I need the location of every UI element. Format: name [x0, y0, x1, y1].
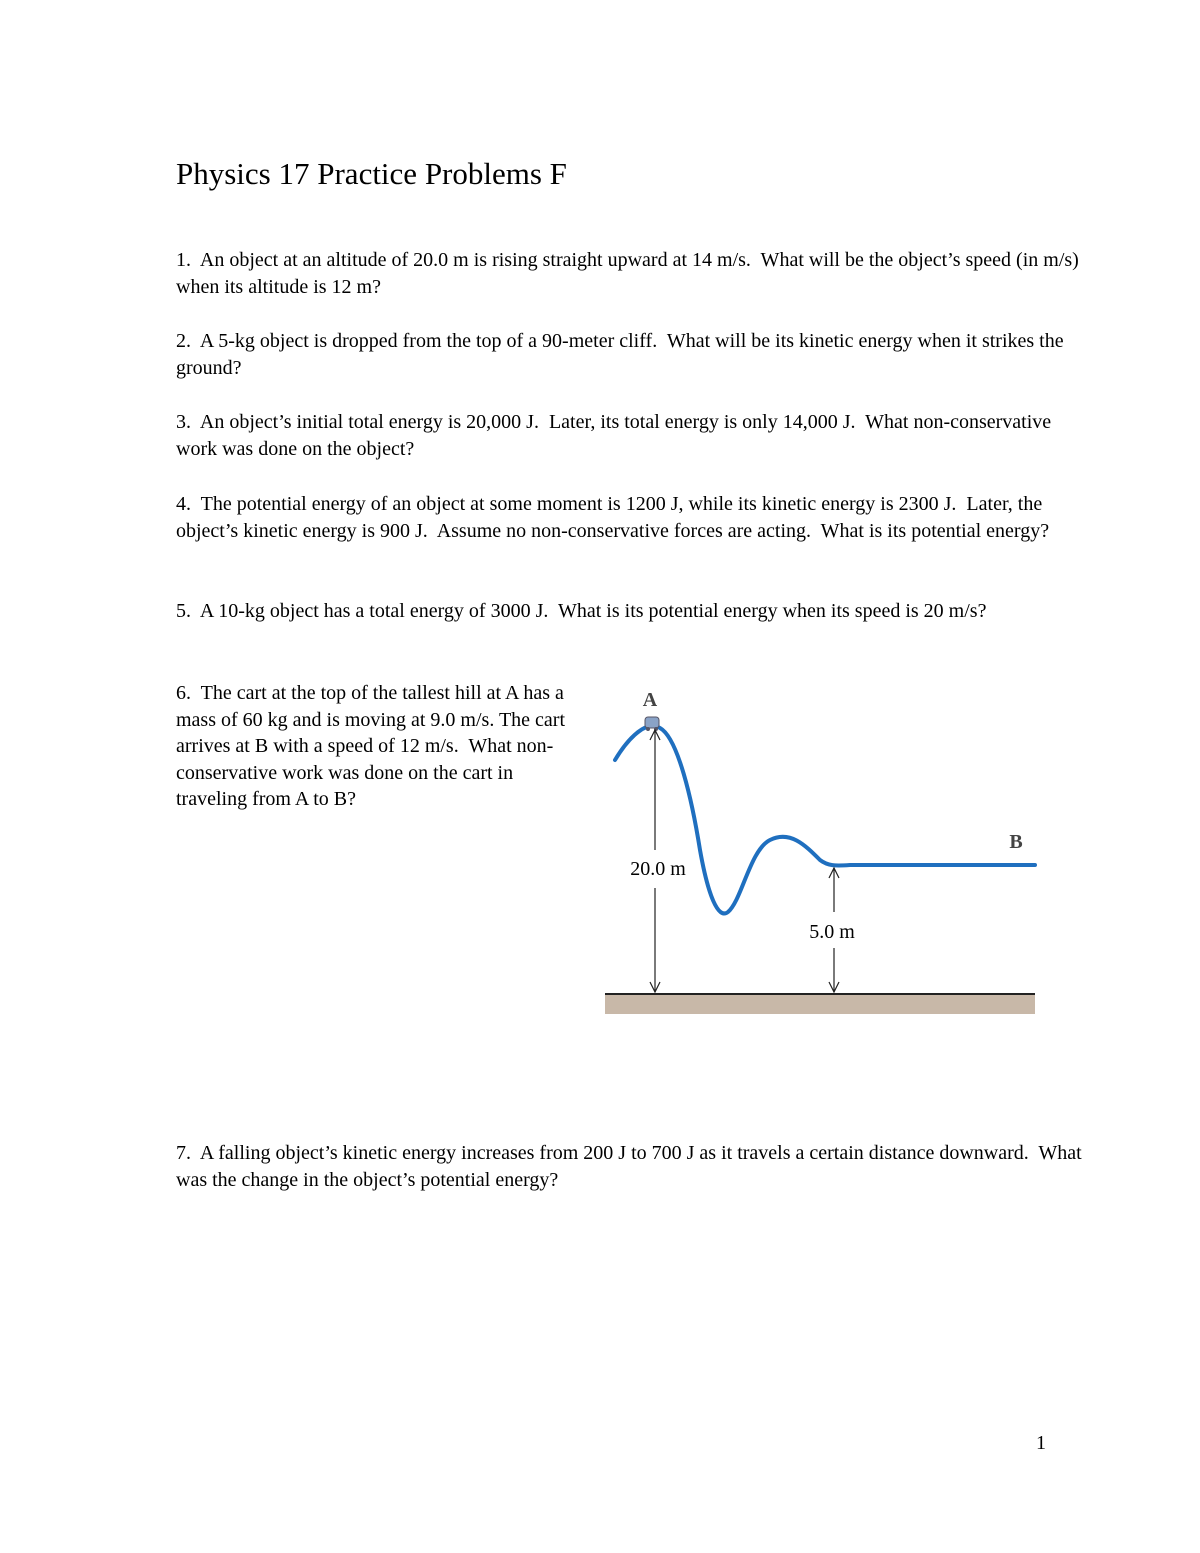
- problem-text: A falling object’s kinetic energy increases from 200 J to 700 J as it travels a certain distance downward. What was the change in the object’s potential energy?: [176, 1142, 1087, 1191]
- roller-coaster-diagram: [600, 680, 1040, 1020]
- label-a: A: [642, 689, 658, 711]
- problem-6: [176, 680, 576, 813]
- problem-5: [176, 598, 1096, 625]
- height-label-a: 20.0 m: [630, 858, 686, 880]
- coaster-track: [615, 726, 1035, 914]
- problem-text: The potential energy of an object at some moment is 1200 J, while its kinetic energy is 2300 J. Later, the object’s kinetic energy is 900 J. Assume no non-conservative forces are acting. What is its potential energy?: [176, 493, 1050, 542]
- page-title: Physics 17 Practice Problems F: [176, 156, 567, 191]
- problem-number: 4.: [176, 493, 191, 515]
- problem-number: 3.: [176, 411, 191, 433]
- problem-7: [176, 1140, 1096, 1193]
- problem-text: The cart at the top of the tallest hill at A has a mass of 60 kg and is moving at 9.0 m/s. The cart arrives at B with a speed of 12 m/s. What non-conservative work was done on the cart in traveling from A to B?: [176, 682, 571, 810]
- problem-number: 6.: [176, 682, 191, 704]
- page-number: 1: [1036, 1432, 1046, 1454]
- problem-number: 7.: [176, 1142, 191, 1164]
- problem-number: 5.: [176, 600, 191, 622]
- problem-text: A 10-kg object has a total energy of 3000 J. What is its potential energy when its speed is 20 m/s?: [199, 600, 987, 622]
- problem-text: A 5-kg object is dropped from the top of a 90-meter cliff. What will be its kinetic energy when it strikes the ground?: [176, 330, 1069, 379]
- problem-3: [176, 409, 1096, 462]
- height-label-b: 5.0 m: [809, 921, 855, 943]
- problem-text: An object’s initial total energy is 20,000 J. Later, its total energy is only 14,000 J. What non-conservative work was done on the object?: [176, 411, 1057, 460]
- problem-text: An object at an altitude of 20.0 m is rising straight upward at 14 m/s. What will be the object’s speed (in m/s) when its altitude is 12 m?: [176, 249, 1084, 298]
- problem-number: 2.: [176, 330, 191, 352]
- problem-1: [176, 247, 1096, 300]
- ground: [605, 994, 1035, 1014]
- problem-4: [176, 491, 1096, 544]
- problem-number: 1.: [176, 249, 191, 271]
- label-b: B: [1009, 831, 1023, 853]
- problem-2: [176, 328, 1096, 381]
- cart-icon: [645, 717, 659, 731]
